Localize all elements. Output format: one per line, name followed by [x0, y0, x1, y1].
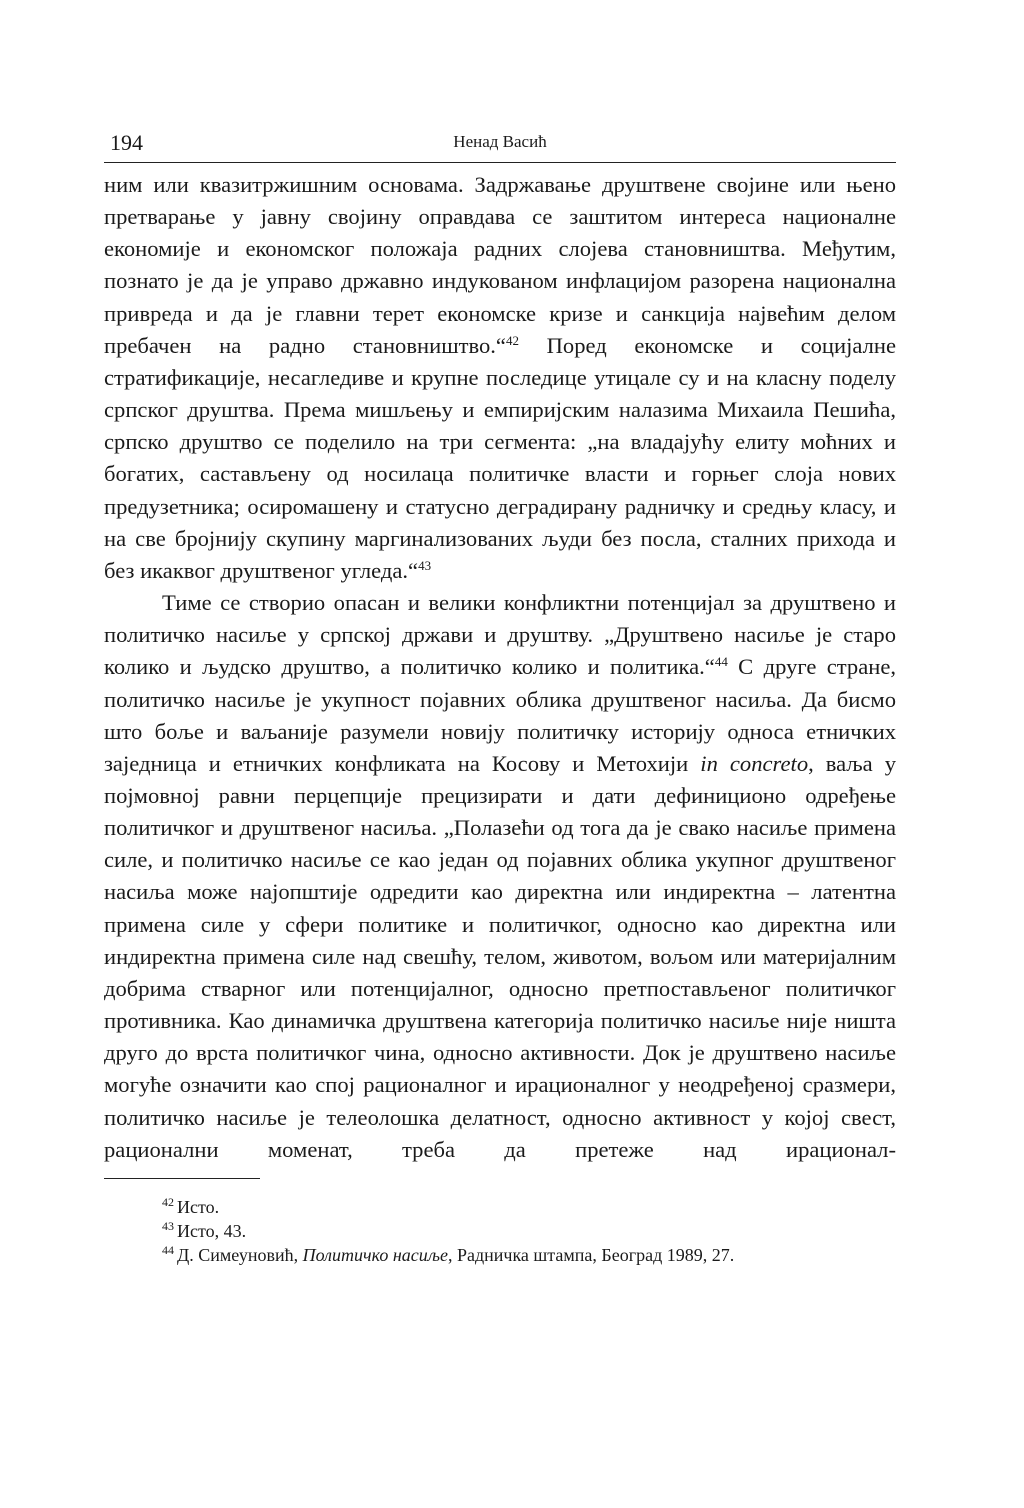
footnote-text: Исто. — [177, 1196, 220, 1217]
footnote-number: 44 — [162, 1242, 174, 1257]
running-title: Ненад Васић — [453, 132, 547, 151]
footnote-publication: , Радничка штампа, Београд 1989, 27. — [447, 1244, 735, 1265]
footnote-44 — [162, 1243, 896, 1267]
paragraph-1-text-a: ним или квазитржишним основама. Задржавање друштвене својине или њено претварање у јавну својину оправдава се заштитом интереса националне економије и економског положаја радних слојева становништва. Међутим, познато је да је управо државно индукованом инфлацијом разорена национална привреда и да је главни терет економске кризе и санкција највећим делом пребачен на радно становништво.“ — [104, 172, 896, 358]
paragraph-1 — [104, 169, 896, 587]
footnote-ref-42[interactable]: 42 — [505, 332, 519, 348]
paragraph-2-text-b: С друге стране, политичко насиље је укупност појавних облика друштвеног насиља. Да бисмо што боље и ваљаније разумели новију политичку историју односа етничких заједница и етничких конфликата на Косову и Метохији — [104, 654, 896, 776]
footnote-ref-44[interactable]: 44 — [714, 654, 728, 670]
paragraph-2-text-a: Тиме се створио опасан и велики конфликтни потенцијал за друштвено и политичко насиље у српској држави и друштву. „Друштвено насиље је старо колико и људско друштво, а политичко колико и политика.“ — [104, 590, 896, 680]
running-head — [104, 128, 896, 163]
footnote-number: 43 — [162, 1218, 174, 1233]
body-text — [104, 169, 896, 1166]
footnote-text: Исто, 43. — [177, 1220, 247, 1241]
footnote-book-title: Политичко насиље — [302, 1244, 448, 1265]
footnotes — [104, 1195, 896, 1267]
footnote-number: 42 — [162, 1194, 174, 1209]
footnote-author: Д. Симеуновић, — [177, 1244, 303, 1265]
paragraph-1-text-b: Поред економске и социјалне стратификације, несагледиве и крупне последице утицале су и на класну поделу српског друштва. Према мишљењу и емпиријским налазима Михаила Пешића, српско друштво се поделило на три сегмента: „на владајућу елиту моћних и богатих, састављену од носилаца политичке власти и горњег слоја нових предузетника; осиромашену и статусно деградирану радничку и средњу класу, и на све бројнију скупину маргинализованих људи без посла, сталних прихода и без икаквог друштвеног угледа.“ — [104, 332, 896, 583]
page-number: 194 — [110, 130, 143, 155]
footnote-ref-43[interactable]: 43 — [418, 557, 432, 573]
footnote-42 — [162, 1195, 896, 1219]
paragraph-2 — [104, 587, 896, 1166]
latin-phrase: in concreto — [700, 750, 809, 776]
footnote-rule — [104, 1178, 260, 1179]
book-page — [104, 128, 896, 1267]
footnote-43 — [162, 1219, 896, 1243]
paragraph-2-text-c: , ваља у појмовној равни перцепције прецизирати и дати дефиниционо одређење политичког и друштвеног насиља. „Полазећи од тога да је свако насиље примена силе, и политичко насиље се као један од појавних облика укупног друштвеног насиља може најопштије одредити као директна или индиректна – латентна примена силе у сфери политике и политичког, односно као директна или индиректна примена силе над свешћу, телом, животом, вољом или материјалним добрима стварног или потенцијалног, односно претпостављеног политичког противника. Као динамичка друштвена категорија политичко насиље није ништа друго до врста политичког чина, односно активности. Док је друштвено насиље могуће означити као спој рационалног и ирационалног у неодређеној сразмери, политичко насиље је телеолошка делатност, односно активност у којој свест, рационални моменат, треба да претеже над ирационал- — [104, 750, 896, 1162]
